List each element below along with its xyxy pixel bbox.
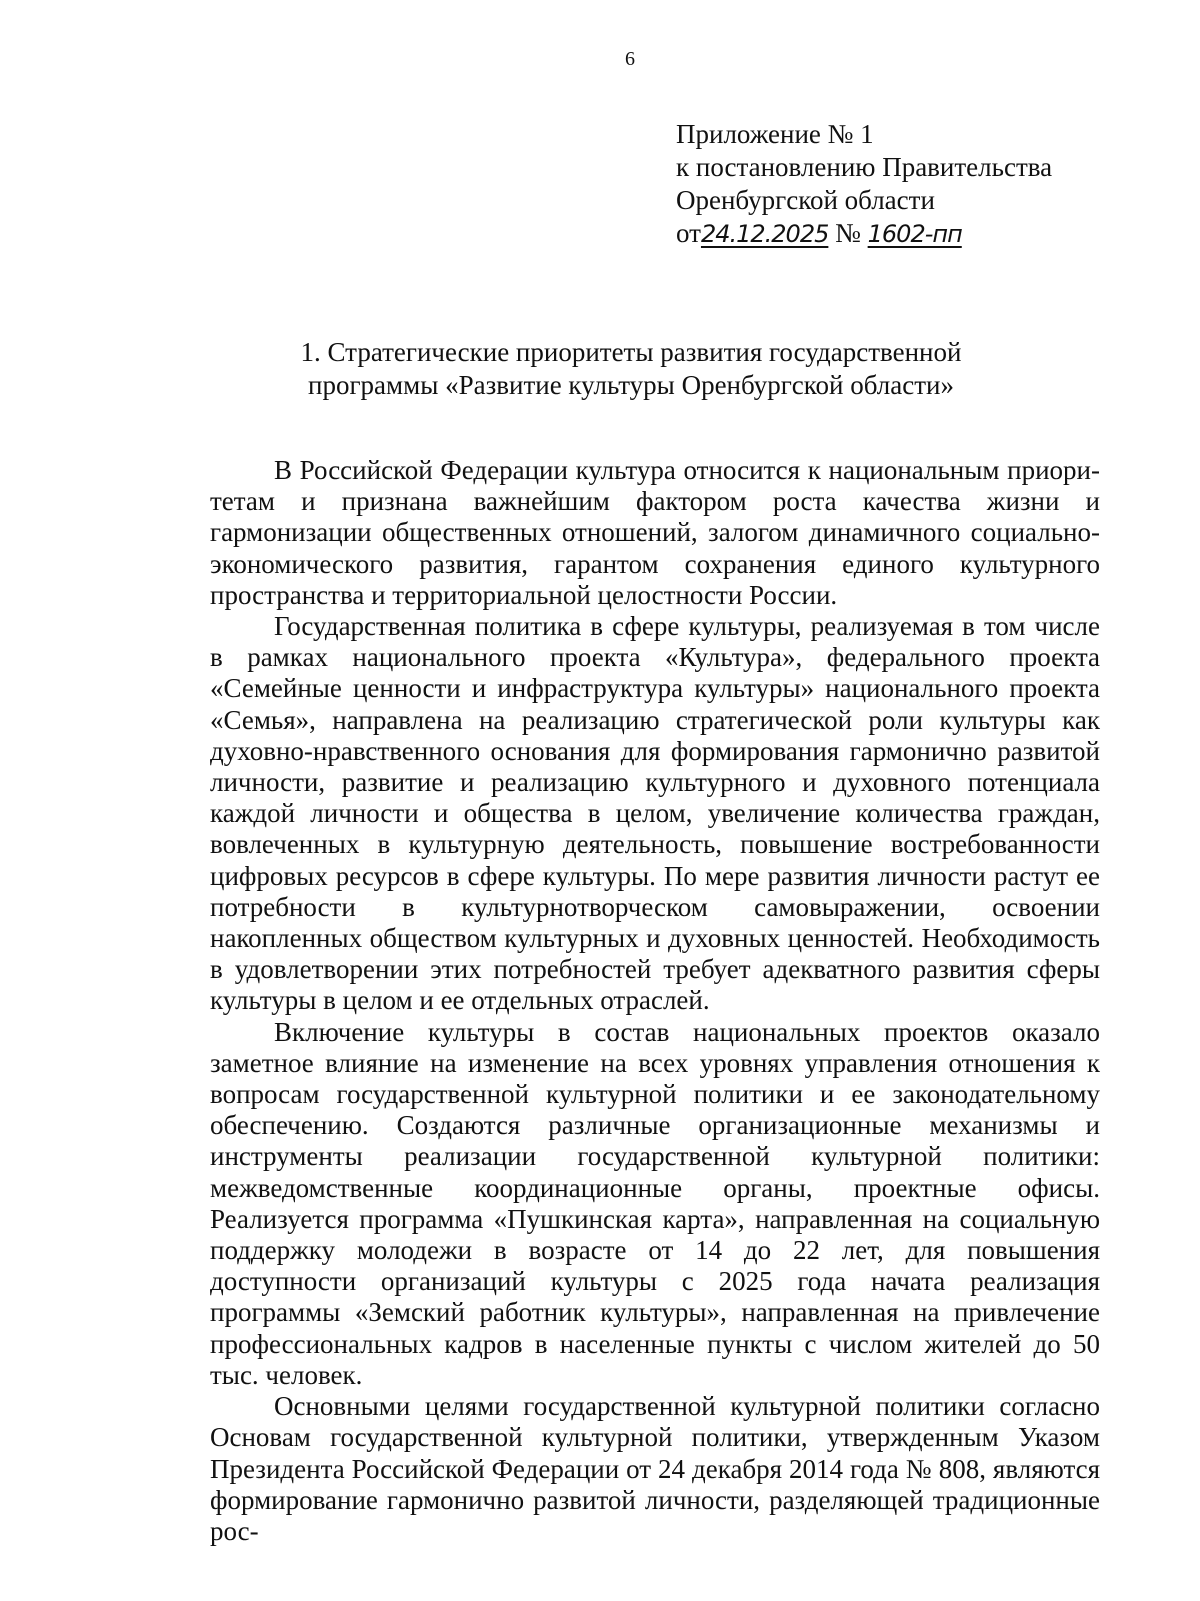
date-prefix: от [676,218,701,248]
appendix-header [676,118,1052,251]
paragraph-2: Государственная политика в сфере культуры, реализуемая в том числе в рамках национального проекта «Культура», федерального проекта «Семейные ценности и инфраструктура культуры» национального проекта «Семья», направлена на реализацию стратегической роли культуры как духовно-нравственного основания для формирования гармонично развитой личности, развитие и реализацию культурного и духовного потенциала каждой личности и общества в целом, увеличение количества граждан, вовлеченных в культурную деятельность, повышение востребованности цифровых ресурсов в сфере культуры. По мере развития личности растут ее потребности в культурнотворческом самовыражении, освоении накопленных обществом культурных и духовных ценностей. Необходимость в удовлетворении этих потребностей требует адекватного развития сферы культуры в целом и ее отдельных отраслей. [210,611,1100,1016]
handwritten-number: 1602-пп [867,220,962,248]
number-prefix: № [835,218,861,248]
paragraph-1: В Российской Федерации культура относится к национальным приоритетам и признана важнейшим фактором роста качества жизни и гармонизации общественных отношений, залогом динамичного социально-экономического развития, гарантом сохранения единого культурного пространства и территориальной целостности России. [210,455,1100,610]
appendix-region-line: Оренбургской области [676,185,935,215]
handwritten-date: 24.12.2025 [700,220,829,248]
paragraph-3: Включение культуры в состав национальных проектов оказало заметное влияние на изменение на всех уровнях управления отношения к вопросам государственной культурной политики и ее законодательному обеспечению. Создаются различные организационные механизмы и инструменты реализации государственной культурной политики: межведомственные координационные органы, проектные офисы. Реализуется программа «Пушкинская карта», направленная на социальную поддержку молодежи в возрасте от 14 до 22 лет, для повышения доступности организаций культуры с 2025 года начата реализация программы «Земский работник культуры», направленная на привлечение профессиональных кадров в населенные пункты с числом жителей до 50 тыс. человек. [210,1016,1100,1390]
section-title [0,336,1200,402]
appendix-title: Приложение № 1 [676,119,874,149]
paragraph-4: Основными целями государственной культурной политики согласно Основам государственной культурной политики, утвержденным Указом Президента Российской Федерации от 24 декабря 2014 года № 808, являются формирование гармонично развитой личности, разделяющей традиционные рос- [210,1391,1100,1546]
section-title-line-2: программы «Развитие культуры Оренбургской области» [308,370,954,400]
page-number: 6 [625,48,635,70]
appendix-date-number-line [676,217,1052,251]
section-title-line-1: 1. Стратегические приоритеты развития государственной [300,337,962,367]
appendix-resolution-line: к постановлению Правительства [676,152,1053,182]
body-text [210,455,1100,1547]
